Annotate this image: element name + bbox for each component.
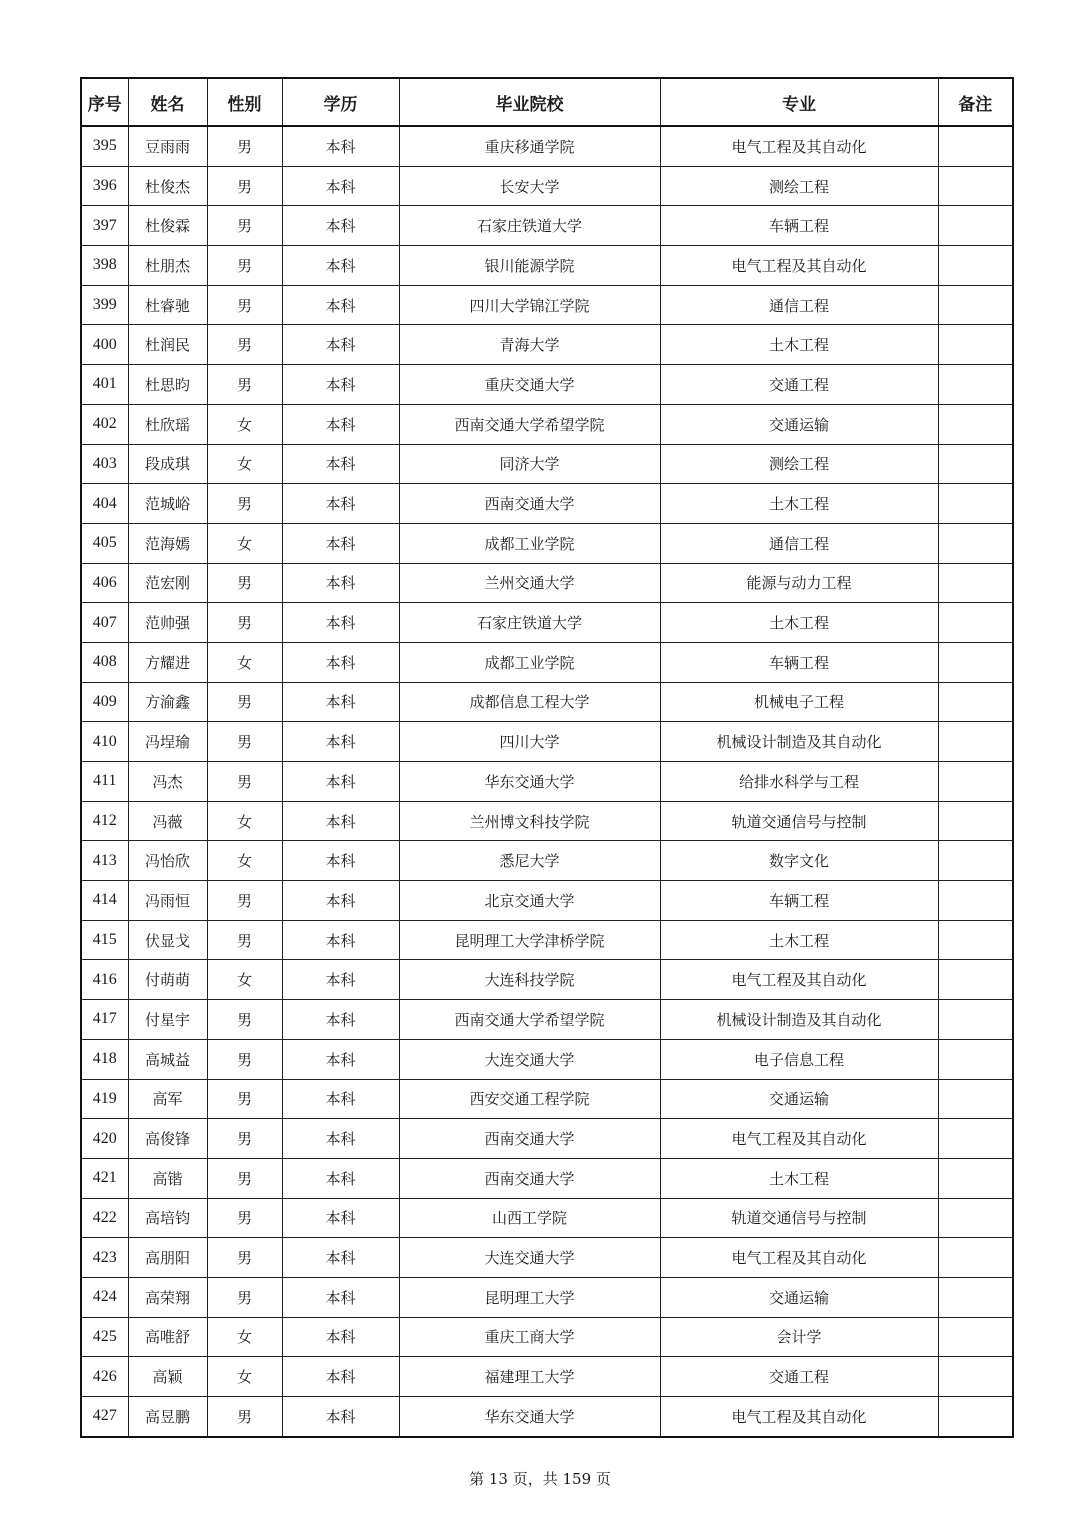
cell-name: 方渝鑫 xyxy=(128,682,207,722)
cell-remarks xyxy=(938,1397,1013,1437)
cell-education: 本科 xyxy=(282,881,399,921)
cell-gender: 男 xyxy=(207,1158,282,1198)
cell-name: 高锴 xyxy=(128,1158,207,1198)
cell-seq: 400 xyxy=(81,325,128,365)
cell-education: 本科 xyxy=(282,484,399,524)
cell-remarks xyxy=(938,682,1013,722)
cell-school: 青海大学 xyxy=(399,325,660,365)
header-school: 毕业院校 xyxy=(399,78,660,126)
cell-name: 高培钧 xyxy=(128,1198,207,1238)
cell-gender: 男 xyxy=(207,1039,282,1079)
cell-gender: 女 xyxy=(207,523,282,563)
cell-name: 杜欣瑶 xyxy=(128,404,207,444)
cell-seq: 396 xyxy=(81,166,128,206)
cell-seq: 409 xyxy=(81,682,128,722)
table-row xyxy=(81,1238,1013,1278)
cell-major: 轨道交通信号与控制 xyxy=(660,1198,938,1238)
table-row xyxy=(81,1277,1013,1317)
cell-major: 交通运输 xyxy=(660,1277,938,1317)
table-row xyxy=(81,1000,1013,1040)
cell-major: 机械设计制造及其自动化 xyxy=(660,1000,938,1040)
cell-name: 杜俊霖 xyxy=(128,206,207,246)
cell-major: 电子信息工程 xyxy=(660,1039,938,1079)
cell-education: 本科 xyxy=(282,1198,399,1238)
cell-school: 华东交通大学 xyxy=(399,1397,660,1437)
cell-education: 本科 xyxy=(282,404,399,444)
table-body xyxy=(81,126,1013,1437)
cell-remarks xyxy=(938,841,1013,881)
cell-school: 福建理工大学 xyxy=(399,1357,660,1397)
cell-school: 长安大学 xyxy=(399,166,660,206)
cell-name: 付星宇 xyxy=(128,1000,207,1040)
cell-seq: 420 xyxy=(81,1119,128,1159)
table-row xyxy=(81,960,1013,1000)
cell-gender: 男 xyxy=(207,484,282,524)
cell-seq: 417 xyxy=(81,1000,128,1040)
cell-gender: 女 xyxy=(207,1317,282,1357)
cell-education: 本科 xyxy=(282,1119,399,1159)
table-row xyxy=(81,285,1013,325)
cell-major: 机械设计制造及其自动化 xyxy=(660,722,938,762)
cell-seq: 415 xyxy=(81,920,128,960)
cell-name: 杜思昀 xyxy=(128,365,207,405)
cell-name: 高军 xyxy=(128,1079,207,1119)
cell-remarks xyxy=(938,365,1013,405)
cell-school: 兰州博文科技学院 xyxy=(399,801,660,841)
table-row xyxy=(81,1317,1013,1357)
cell-school: 昆明理工大学 xyxy=(399,1277,660,1317)
cell-remarks xyxy=(938,801,1013,841)
cell-education: 本科 xyxy=(282,682,399,722)
cell-seq: 398 xyxy=(81,246,128,286)
cell-remarks xyxy=(938,603,1013,643)
cell-education: 本科 xyxy=(282,285,399,325)
cell-school: 西安交通工程学院 xyxy=(399,1079,660,1119)
table-row xyxy=(81,1397,1013,1437)
table-row xyxy=(81,682,1013,722)
cell-major: 交通运输 xyxy=(660,1079,938,1119)
cell-school: 西南交通大学 xyxy=(399,484,660,524)
cell-education: 本科 xyxy=(282,722,399,762)
table-row xyxy=(81,126,1013,166)
cell-school: 成都工业学院 xyxy=(399,642,660,682)
cell-major: 土木工程 xyxy=(660,1158,938,1198)
cell-education: 本科 xyxy=(282,246,399,286)
cell-seq: 402 xyxy=(81,404,128,444)
cell-remarks xyxy=(938,1000,1013,1040)
cell-remarks xyxy=(938,1277,1013,1317)
cell-major: 交通工程 xyxy=(660,365,938,405)
cell-major: 轨道交通信号与控制 xyxy=(660,801,938,841)
cell-school: 成都工业学院 xyxy=(399,523,660,563)
cell-name: 伏显戈 xyxy=(128,920,207,960)
cell-remarks xyxy=(938,1119,1013,1159)
cell-education: 本科 xyxy=(282,1079,399,1119)
cell-seq: 416 xyxy=(81,960,128,1000)
cell-seq: 401 xyxy=(81,365,128,405)
cell-major: 土木工程 xyxy=(660,484,938,524)
table-row xyxy=(81,1119,1013,1159)
table-row xyxy=(81,404,1013,444)
cell-major: 电气工程及其自动化 xyxy=(660,1397,938,1437)
table-row xyxy=(81,920,1013,960)
cell-name: 范海嫣 xyxy=(128,523,207,563)
cell-remarks xyxy=(938,563,1013,603)
table-row xyxy=(81,246,1013,286)
cell-seq: 406 xyxy=(81,563,128,603)
cell-name: 方耀进 xyxy=(128,642,207,682)
cell-gender: 女 xyxy=(207,642,282,682)
cell-major: 数字文化 xyxy=(660,841,938,881)
cell-school: 西南交通大学希望学院 xyxy=(399,1000,660,1040)
cell-education: 本科 xyxy=(282,1397,399,1437)
cell-seq: 410 xyxy=(81,722,128,762)
cell-gender: 男 xyxy=(207,1119,282,1159)
cell-name: 杜润民 xyxy=(128,325,207,365)
table-row xyxy=(81,881,1013,921)
cell-school: 昆明理工大学津桥学院 xyxy=(399,920,660,960)
cell-gender: 男 xyxy=(207,1238,282,1278)
cell-gender: 男 xyxy=(207,920,282,960)
table-row xyxy=(81,1198,1013,1238)
cell-name: 段成琪 xyxy=(128,444,207,484)
cell-gender: 女 xyxy=(207,444,282,484)
cell-school: 大连科技学院 xyxy=(399,960,660,1000)
cell-school: 银川能源学院 xyxy=(399,246,660,286)
cell-school: 石家庄铁道大学 xyxy=(399,206,660,246)
cell-school: 四川大学锦江学院 xyxy=(399,285,660,325)
cell-education: 本科 xyxy=(282,1039,399,1079)
table-row xyxy=(81,1158,1013,1198)
cell-remarks xyxy=(938,1198,1013,1238)
cell-remarks xyxy=(938,920,1013,960)
cell-major: 土木工程 xyxy=(660,920,938,960)
header-education: 学历 xyxy=(282,78,399,126)
cell-gender: 女 xyxy=(207,841,282,881)
cell-remarks xyxy=(938,126,1013,166)
table-row xyxy=(81,444,1013,484)
cell-seq: 423 xyxy=(81,1238,128,1278)
table-row xyxy=(81,841,1013,881)
cell-major: 电气工程及其自动化 xyxy=(660,1238,938,1278)
cell-major: 通信工程 xyxy=(660,523,938,563)
cell-remarks xyxy=(938,1317,1013,1357)
cell-remarks xyxy=(938,523,1013,563)
cell-school: 成都信息工程大学 xyxy=(399,682,660,722)
cell-gender: 男 xyxy=(207,682,282,722)
table-row xyxy=(81,206,1013,246)
cell-major: 车辆工程 xyxy=(660,642,938,682)
cell-remarks xyxy=(938,762,1013,802)
cell-education: 本科 xyxy=(282,841,399,881)
cell-remarks xyxy=(938,1238,1013,1278)
cell-education: 本科 xyxy=(282,563,399,603)
table-row xyxy=(81,484,1013,524)
cell-seq: 411 xyxy=(81,762,128,802)
cell-school: 重庆移通学院 xyxy=(399,126,660,166)
cell-education: 本科 xyxy=(282,920,399,960)
cell-education: 本科 xyxy=(282,960,399,1000)
cell-gender: 男 xyxy=(207,1198,282,1238)
cell-seq: 421 xyxy=(81,1158,128,1198)
cell-gender: 男 xyxy=(207,325,282,365)
header-name: 姓名 xyxy=(128,78,207,126)
cell-gender: 男 xyxy=(207,722,282,762)
table-row xyxy=(81,642,1013,682)
cell-name: 高朋阳 xyxy=(128,1238,207,1278)
page-footer: 第 13 页，共 159 页 xyxy=(469,1470,611,1488)
cell-gender: 男 xyxy=(207,1079,282,1119)
cell-name: 杜睿驰 xyxy=(128,285,207,325)
cell-school: 重庆交通大学 xyxy=(399,365,660,405)
table-row xyxy=(81,1357,1013,1397)
cell-name: 高颖 xyxy=(128,1357,207,1397)
cell-education: 本科 xyxy=(282,603,399,643)
cell-gender: 女 xyxy=(207,404,282,444)
cell-remarks xyxy=(938,960,1013,1000)
cell-seq: 405 xyxy=(81,523,128,563)
cell-education: 本科 xyxy=(282,126,399,166)
cell-education: 本科 xyxy=(282,762,399,802)
table-row xyxy=(81,722,1013,762)
cell-major: 给排水科学与工程 xyxy=(660,762,938,802)
cell-major: 电气工程及其自动化 xyxy=(660,126,938,166)
cell-seq: 399 xyxy=(81,285,128,325)
table-row xyxy=(81,603,1013,643)
cell-education: 本科 xyxy=(282,1158,399,1198)
cell-remarks xyxy=(938,444,1013,484)
cell-gender: 女 xyxy=(207,801,282,841)
cell-major: 交通工程 xyxy=(660,1357,938,1397)
cell-name: 高唯舒 xyxy=(128,1317,207,1357)
cell-name: 杜俊杰 xyxy=(128,166,207,206)
table-row xyxy=(81,801,1013,841)
cell-seq: 418 xyxy=(81,1039,128,1079)
cell-gender: 男 xyxy=(207,206,282,246)
cell-school: 四川大学 xyxy=(399,722,660,762)
cell-gender: 男 xyxy=(207,1397,282,1437)
cell-remarks xyxy=(938,484,1013,524)
table-row xyxy=(81,762,1013,802)
cell-name: 高昱鹏 xyxy=(128,1397,207,1437)
cell-name: 高荣翔 xyxy=(128,1277,207,1317)
cell-education: 本科 xyxy=(282,1000,399,1040)
cell-gender: 男 xyxy=(207,1000,282,1040)
header-major: 专业 xyxy=(660,78,938,126)
cell-gender: 男 xyxy=(207,1277,282,1317)
cell-major: 电气工程及其自动化 xyxy=(660,960,938,1000)
cell-remarks xyxy=(938,285,1013,325)
cell-remarks xyxy=(938,1039,1013,1079)
cell-major: 通信工程 xyxy=(660,285,938,325)
cell-seq: 425 xyxy=(81,1317,128,1357)
cell-remarks xyxy=(938,722,1013,762)
cell-gender: 男 xyxy=(207,246,282,286)
cell-school: 同济大学 xyxy=(399,444,660,484)
cell-seq: 426 xyxy=(81,1357,128,1397)
cell-gender: 男 xyxy=(207,563,282,603)
table-row xyxy=(81,1079,1013,1119)
cell-education: 本科 xyxy=(282,166,399,206)
cell-name: 高城益 xyxy=(128,1039,207,1079)
cell-seq: 413 xyxy=(81,841,128,881)
table-row xyxy=(81,166,1013,206)
header-remarks: 备注 xyxy=(938,78,1013,126)
cell-seq: 422 xyxy=(81,1198,128,1238)
cell-name: 付萌萌 xyxy=(128,960,207,1000)
cell-seq: 407 xyxy=(81,603,128,643)
table-header-row xyxy=(81,78,1013,126)
cell-school: 华东交通大学 xyxy=(399,762,660,802)
cell-remarks xyxy=(938,1158,1013,1198)
cell-school: 大连交通大学 xyxy=(399,1039,660,1079)
cell-major: 电气工程及其自动化 xyxy=(660,1119,938,1159)
cell-school: 山西工学院 xyxy=(399,1198,660,1238)
cell-education: 本科 xyxy=(282,1238,399,1278)
header-seq: 序号 xyxy=(81,78,128,126)
cell-gender: 男 xyxy=(207,365,282,405)
table-row xyxy=(81,523,1013,563)
cell-remarks xyxy=(938,642,1013,682)
cell-education: 本科 xyxy=(282,206,399,246)
cell-remarks xyxy=(938,206,1013,246)
cell-name: 冯埕瑜 xyxy=(128,722,207,762)
cell-education: 本科 xyxy=(282,325,399,365)
cell-remarks xyxy=(938,404,1013,444)
cell-major: 会计学 xyxy=(660,1317,938,1357)
cell-seq: 395 xyxy=(81,126,128,166)
cell-name: 冯怡欣 xyxy=(128,841,207,881)
cell-major: 土木工程 xyxy=(660,325,938,365)
candidate-table xyxy=(80,77,1014,1438)
cell-name: 高俊锋 xyxy=(128,1119,207,1159)
cell-name: 豆雨雨 xyxy=(128,126,207,166)
cell-gender: 女 xyxy=(207,960,282,1000)
cell-name: 冯薇 xyxy=(128,801,207,841)
cell-seq: 419 xyxy=(81,1079,128,1119)
table-row xyxy=(81,1039,1013,1079)
cell-name: 范城峪 xyxy=(128,484,207,524)
cell-major: 电气工程及其自动化 xyxy=(660,246,938,286)
cell-major: 车辆工程 xyxy=(660,206,938,246)
cell-gender: 男 xyxy=(207,762,282,802)
table-row xyxy=(81,325,1013,365)
cell-school: 重庆工商大学 xyxy=(399,1317,660,1357)
cell-seq: 403 xyxy=(81,444,128,484)
cell-gender: 男 xyxy=(207,285,282,325)
cell-gender: 男 xyxy=(207,166,282,206)
cell-seq: 397 xyxy=(81,206,128,246)
cell-gender: 男 xyxy=(207,126,282,166)
cell-name: 范帅强 xyxy=(128,603,207,643)
cell-major: 车辆工程 xyxy=(660,881,938,921)
cell-name: 杜朋杰 xyxy=(128,246,207,286)
cell-seq: 427 xyxy=(81,1397,128,1437)
cell-school: 悉尼大学 xyxy=(399,841,660,881)
cell-school: 北京交通大学 xyxy=(399,881,660,921)
cell-education: 本科 xyxy=(282,642,399,682)
cell-education: 本科 xyxy=(282,1277,399,1317)
cell-school: 大连交通大学 xyxy=(399,1238,660,1278)
cell-gender: 男 xyxy=(207,881,282,921)
cell-remarks xyxy=(938,1079,1013,1119)
cell-remarks xyxy=(938,325,1013,365)
cell-seq: 412 xyxy=(81,801,128,841)
cell-gender: 女 xyxy=(207,1357,282,1397)
cell-major: 能源与动力工程 xyxy=(660,563,938,603)
cell-name: 冯雨恒 xyxy=(128,881,207,921)
cell-seq: 424 xyxy=(81,1277,128,1317)
cell-name: 范宏刚 xyxy=(128,563,207,603)
cell-education: 本科 xyxy=(282,1357,399,1397)
header-gender: 性别 xyxy=(207,78,282,126)
cell-education: 本科 xyxy=(282,365,399,405)
cell-remarks xyxy=(938,1357,1013,1397)
cell-seq: 414 xyxy=(81,881,128,921)
cell-major: 交通运输 xyxy=(660,404,938,444)
cell-school: 兰州交通大学 xyxy=(399,563,660,603)
cell-education: 本科 xyxy=(282,444,399,484)
table-row xyxy=(81,365,1013,405)
cell-remarks xyxy=(938,166,1013,206)
cell-remarks xyxy=(938,246,1013,286)
cell-gender: 男 xyxy=(207,603,282,643)
table-row xyxy=(81,563,1013,603)
cell-name: 冯杰 xyxy=(128,762,207,802)
cell-education: 本科 xyxy=(282,523,399,563)
cell-education: 本科 xyxy=(282,1317,399,1357)
cell-remarks xyxy=(938,881,1013,921)
cell-major: 土木工程 xyxy=(660,603,938,643)
cell-school: 石家庄铁道大学 xyxy=(399,603,660,643)
cell-school: 西南交通大学 xyxy=(399,1119,660,1159)
cell-education: 本科 xyxy=(282,801,399,841)
cell-major: 测绘工程 xyxy=(660,166,938,206)
cell-major: 测绘工程 xyxy=(660,444,938,484)
cell-school: 西南交通大学 xyxy=(399,1158,660,1198)
cell-major: 机械电子工程 xyxy=(660,682,938,722)
cell-seq: 408 xyxy=(81,642,128,682)
cell-seq: 404 xyxy=(81,484,128,524)
cell-school: 西南交通大学希望学院 xyxy=(399,404,660,444)
